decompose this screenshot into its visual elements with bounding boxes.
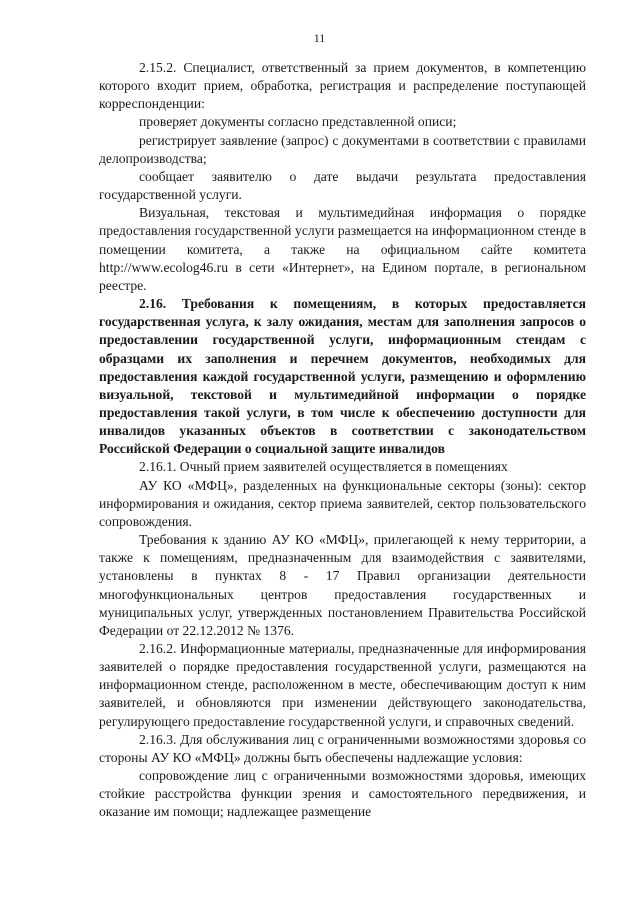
document-body	[99, 59, 586, 822]
paragraph-check-documents: проверяет документы согласно представленной описи;	[139, 114, 457, 130]
page-number: 11	[313, 31, 326, 45]
section-heading-2-16: 2.16. Требования к помещениям, в которых предоставляется государственная услуга, к залу ожидания, местам для заполнения запросов о предоставлении государственной услуги, информационным стендам с образцами их заполнения и перечнем документов, необходимых для предоставления каждой государственной услуги, размещению и оформлению визуальной, текстовой и мультимедийной информации о порядке предоставления такой услуги, в том числе к обеспечению доступности для инвалидов указанных объектов в соответствии с законодательством Российской Федерации о социальной защите инвалидов	[99, 296, 586, 457]
paragraph-notify-applicant: сообщает заявителю о дате выдачи результата предоставления государственной услуги.	[99, 168, 586, 203]
paragraph-2-16-1: 2.16.1. Очный прием заявителей осуществляется в помещениях	[139, 459, 508, 475]
paragraph-2-16-2: 2.16.2. Информационные материалы, предназначенные для информирования заявителей о порядке предоставления государственной услуги, размещаются на информационном стенде, расположенном в месте, обеспечивающим доступ к ним заявителей, и обновляются при изменении действующего законодательства, регулирующего предоставление государственной услуги, и справочных сведений.	[99, 641, 586, 729]
paragraph-mfc-sectors: АУ КО «МФЦ», разделенных на функциональные секторы (зоны): сектор информирования и ожидания, сектор приема заявителей, сектор пользовательского сопровождения.	[99, 477, 586, 529]
paragraph-accompaniment: сопровождение лиц с ограниченными возможностями здоровья, имеющих стойкие расстройства функции зрения и самостоятельного передвижения, и оказание им помощи; надлежащее размещение	[99, 768, 586, 820]
paragraph-2-16-3: 2.16.3. Для обслуживания лиц с ограниченными возможностями здоровья со стороны АУ КО «МФЦ» должны быть обеспечены надлежащие условия:	[99, 731, 586, 765]
paragraph-register-application: регистрирует заявление (запрос) с документами в соответствии с правилами делопроизводства;	[99, 132, 586, 166]
paragraph-building-requirements: Требования к зданию АУ КО «МФЦ», прилегающей к нему территории, а также к помещениям, предназначенным для взаимодействия с заявителями, установлены в пунктах 8 - 17 Правил организации деятельности многофункциональных центров предоставления государственных и муниципальных услуг, утвержденных постановлением Правительства Российской Федерации от 22.12.2012 № 1376.	[99, 532, 586, 638]
paragraph-visual-information: Визуальная, текстовая и мультимедийная информация о порядке предоставления государственной услуги размещается на информационном стенде в помещении комитета, а также на официальном сайте комитета http://www.ecolog46.ru в сети «Интернет», на Едином портале, в региональном реестре.	[99, 205, 586, 293]
paragraph-2-15-2: 2.15.2. Специалист, ответственный за прием документов, в компетенцию которого входит прием, обработка, регистрация и распределение поступающей корреспонденции:	[99, 60, 586, 112]
